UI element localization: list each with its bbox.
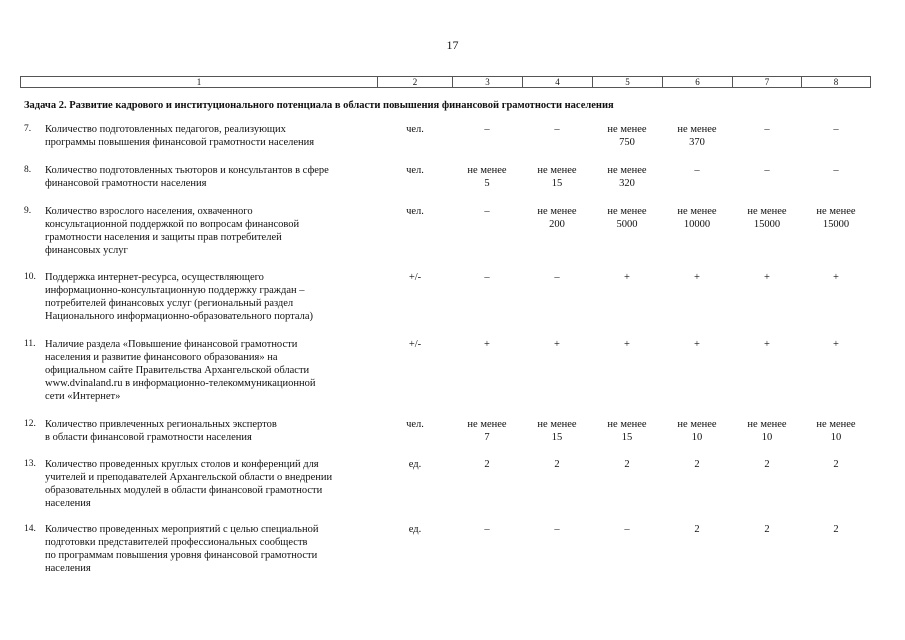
value-cell: 2: [484, 459, 490, 470]
indicator-description: [45, 164, 380, 190]
description-line: программы повышения финансовой грамотности населения: [45, 137, 315, 148]
description-line: сети «Интернет»: [45, 391, 121, 402]
value-cell: не менее 15: [537, 419, 577, 443]
unit-cell: ед.: [408, 524, 422, 535]
column-number: 4: [523, 77, 593, 87]
value-cell: –: [484, 124, 490, 135]
description-line: Количество взрослого населения, охваченного: [45, 206, 253, 217]
value-cell: не менее 10: [677, 419, 717, 443]
value-cell: –: [833, 124, 839, 135]
value-cell: +: [833, 272, 839, 283]
value-cell: +: [484, 339, 490, 350]
description-line: финансовых услуг: [45, 245, 128, 256]
value-cell: 2: [764, 459, 770, 470]
page-number: 17: [446, 38, 459, 52]
value-cell: –: [484, 206, 490, 217]
row-number: 11.: [24, 339, 36, 349]
description-line: в области финансовой грамотности населения: [45, 432, 252, 443]
value-cell: 2: [554, 459, 560, 470]
description-line: грамотности населения и защиты прав потребителей: [45, 232, 282, 243]
description-line: Количество подготовленных тьюторов и консультантов в сфере: [45, 165, 329, 176]
value-cell: 2: [833, 524, 839, 535]
indicator-description: [45, 123, 380, 149]
value-cell: +: [554, 339, 560, 350]
column-number: 3: [453, 77, 523, 87]
value-cell: 2: [694, 459, 700, 470]
value-cell: 2: [833, 459, 839, 470]
value-cell: –: [833, 165, 839, 176]
row-number: 13.: [24, 459, 36, 469]
value-cell: –: [554, 124, 560, 135]
description-line: информационно-консультационную поддержку граждан –: [45, 285, 305, 296]
value-cell: –: [554, 524, 560, 535]
value-cell: не менее 320: [607, 165, 647, 189]
value-cell: +: [624, 272, 630, 283]
description-line: по программам повышения уровня финансовой грамотности: [45, 550, 318, 561]
value-cell: –: [624, 524, 630, 535]
description-line: Наличие раздела «Повышение финансовой грамотности: [45, 339, 298, 350]
column-number: 1: [21, 77, 378, 87]
row-number: 7.: [24, 124, 32, 134]
description-line: учителей и преподавателей Архангельской области о внедрении: [45, 472, 333, 483]
value-cell: не менее 750: [607, 124, 647, 148]
value-cell: не менее 15: [607, 419, 647, 443]
description-line: Количество проведенных мероприятий с целью специальной: [45, 524, 319, 535]
value-cell: 2: [764, 524, 770, 535]
description-line: Количество проведенных круглых столов и конференций для: [45, 459, 319, 470]
value-cell: –: [764, 124, 770, 135]
description-line: финансовой грамотности населения: [45, 178, 207, 189]
value-cell: +: [764, 272, 770, 283]
value-cell: –: [484, 524, 490, 535]
indicator-description: [45, 271, 380, 323]
indicator-description: [45, 205, 380, 257]
value-cell: не менее 10: [816, 419, 856, 443]
value-cell: не менее 15000: [816, 206, 856, 230]
value-cell: 2: [624, 459, 630, 470]
indicator-description: [45, 338, 380, 403]
value-cell: не менее 5000: [607, 206, 647, 230]
value-cell: 2: [694, 524, 700, 535]
unit-cell: чел.: [406, 419, 424, 430]
unit-cell: +/-: [408, 272, 422, 283]
description-line: населения: [45, 563, 91, 574]
description-line: консультационной поддержкой по вопросам финансовой: [45, 219, 300, 230]
unit-cell: чел.: [406, 124, 424, 135]
value-cell: не менее 10: [747, 419, 787, 443]
row-number: 14.: [24, 524, 36, 534]
unit-cell: +/-: [408, 339, 422, 350]
value-cell: не менее 5: [467, 165, 507, 189]
value-cell: не менее 370: [677, 124, 717, 148]
column-number: 5: [593, 77, 663, 87]
value-cell: –: [484, 272, 490, 283]
description-line: Количество привлеченных региональных экспертов: [45, 419, 277, 430]
unit-cell: ед.: [408, 459, 422, 470]
value-cell: не менее 200: [537, 206, 577, 230]
section-title: Задача 2. Развитие кадрового и институционального потенциала в области повышения финансовой грамотности населения: [24, 100, 614, 111]
value-cell: не менее 10000: [677, 206, 717, 230]
column-number: 8: [833, 77, 839, 87]
value-cell: +: [833, 339, 839, 350]
value-cell: не менее 15000: [747, 206, 787, 230]
description-line: населения: [45, 498, 91, 509]
description-line: официальном сайте Правительства Архангельской области: [45, 365, 310, 376]
unit-cell: чел.: [406, 206, 424, 217]
value-cell: –: [554, 272, 560, 283]
value-cell: не менее 15: [537, 165, 577, 189]
description-line: www.dvinaland.ru в информационно-телекоммуникационной: [45, 378, 316, 389]
value-cell: –: [694, 165, 700, 176]
value-cell: +: [764, 339, 770, 350]
unit-cell: чел.: [406, 165, 424, 176]
column-number: 7: [733, 77, 802, 87]
indicator-description: [45, 458, 380, 510]
description-line: Количество подготовленных педагогов, реализующих: [45, 124, 286, 135]
description-line: образовательных модулей в области финансовой грамотности: [45, 485, 323, 496]
row-number: 8.: [24, 165, 32, 175]
row-number: 10.: [24, 272, 36, 282]
value-cell: +: [624, 339, 630, 350]
value-cell: не менее 7: [467, 419, 507, 443]
value-cell: +: [694, 272, 700, 283]
description-line: Национального информационно-образовательного портала): [45, 311, 313, 322]
description-line: Поддержка интернет-ресурса, осуществляющего: [45, 272, 264, 283]
column-number: 6: [663, 77, 733, 87]
row-number: 12.: [24, 419, 36, 429]
column-number-header: [20, 76, 871, 88]
column-number: 2: [378, 77, 453, 87]
value-cell: +: [694, 339, 700, 350]
description-line: населения и развитие финансового образования» на: [45, 352, 278, 363]
indicator-description: [45, 418, 380, 444]
value-cell: –: [764, 165, 770, 176]
description-line: подготовки представителей профессиональных сообществ: [45, 537, 308, 548]
indicator-description: [45, 523, 380, 575]
row-number: 9.: [24, 206, 32, 216]
description-line: потребителей финансовых услуг (региональный раздел: [45, 298, 294, 309]
